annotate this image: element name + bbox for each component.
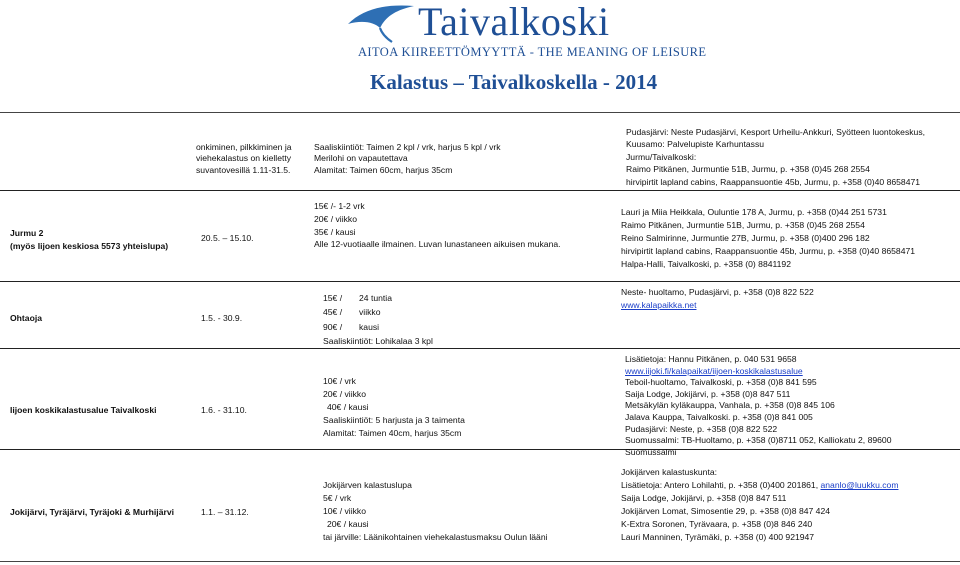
quota-line: Saaliskiintiöt: Lohikalaa 3 kpl xyxy=(323,336,433,347)
vendor-line: Saija Lodge, Jokijärvi, p. +358 (0)8 847 511 xyxy=(621,493,787,503)
quota-line: Saaliskiintiöt: 5 harjusta ja 3 taimenta xyxy=(323,414,465,425)
vendor-line: K-Extra Soronen, Tyrävaara, p. +358 (0)8 846 240 xyxy=(621,519,813,529)
size-limit-line: Alamitat: Taimen 40cm, harjus 35cm xyxy=(323,427,462,438)
note-line: viehekalastus on kielletty xyxy=(196,153,292,164)
table-row-3-dates: 1.6. - 31.10. xyxy=(201,405,247,415)
bird-logo-icon xyxy=(346,2,416,49)
email-link[interactable]: ananlo@luukku.com xyxy=(820,480,899,490)
price-line xyxy=(323,320,433,334)
table-row-2-dates: 1.5. - 30.9. xyxy=(201,313,243,323)
rule-line: Merilohi on vapautettava xyxy=(314,153,408,164)
table-row-3-prices xyxy=(323,375,465,440)
price-line: 20€ / viikko xyxy=(314,213,357,224)
table-row-4-name: Jokijärvi, Tyräjärvi, Tyräjoki & Murhijärvi xyxy=(10,507,174,517)
price-unit: 24 tuntia xyxy=(359,293,392,303)
table-row-2-name: Ohtaoja xyxy=(10,313,42,323)
table-row-1-prices xyxy=(314,200,561,251)
info-line: Jokijärven kalastuskunta: xyxy=(621,467,718,477)
price-line: 35€ / kausi xyxy=(314,226,356,237)
price-note: Alle 12-vuotiaalle ilmainen. Luvan lunastaneen aikuisen mukana. xyxy=(314,239,561,250)
table-row-4-dates: 1.1. – 31.12. xyxy=(201,507,249,517)
row-divider xyxy=(0,281,960,282)
vendor-line: Raimo Pitkänen, Jurmuntie 51B, Jurmu, p. +358 (0)45 268 2554 xyxy=(626,164,870,175)
vendor-line: hirvipirtit lapland cabins, Raappansuontie 45b, Jurmu, p. +358 (0)40 8658471 xyxy=(621,246,916,257)
rule-line: Saaliskiintiöt: Taimen 2 kpl / vrk, harjus 5 kpl / vrk xyxy=(314,142,501,152)
vendor-line: Teboil-huoltamo, Taivalkoski, p. +358 (0)8 841 595 xyxy=(625,377,817,388)
price-unit: viikko xyxy=(359,307,381,318)
contact-line xyxy=(621,479,898,492)
price-line xyxy=(323,291,433,305)
vendor-line: Halpa-Halli, Taivalkoski, p. +358 (0) 8841192 xyxy=(621,259,791,270)
vendor-line: Kuusamo: Palvelupiste Karhuntassu xyxy=(626,139,765,150)
vendor-line: Lauri Manninen, Tyrämäki, p. +358 (0) 400 921947 xyxy=(621,532,815,542)
vendor-line: Pudasjärvi: Neste, p. +358 (0)8 822 522 xyxy=(625,423,778,434)
price-line xyxy=(323,305,433,319)
row-divider xyxy=(0,348,960,349)
note-line: suvantovesillä 1.11-31.5. xyxy=(196,164,291,175)
price-amount: 15€ / xyxy=(323,293,343,303)
table-row-3-vendors xyxy=(625,354,891,458)
price-line: 20€ / viikko xyxy=(323,388,366,399)
logo-tagline: AITOA KIIREETTÖMYYTTÄ - THE MEANING OF LEISURE xyxy=(358,45,707,59)
table-bottom-border xyxy=(0,561,960,562)
vendor-line: Saija Lodge, Jokijärvi, p. +358 (0)8 847 511 xyxy=(625,388,791,399)
area-name: Jurmu 2 xyxy=(10,228,44,238)
vendor-line: Jalava Kauppa, Taivalkoski. p. +358 (0)8 841 005 xyxy=(625,411,813,422)
page-title: Kalastus – Taivalkoskella - 2014 xyxy=(370,70,658,94)
price-line: 15€ /- 1-2 vrk xyxy=(314,201,365,211)
table-row-0-left-note xyxy=(196,142,292,176)
price-line: 5€ / vrk xyxy=(323,493,352,503)
price-amount: 90€ / xyxy=(323,321,343,332)
vendor-line: Reino Salmirinne, Jurmuntie 27B, Jurmu, p. +358 (0)400 296 182 xyxy=(621,233,870,244)
fee-note: tai järville: Läänikohtainen viehekalastusmaksu Oulun lääni xyxy=(323,532,548,542)
table-row-0-vendors xyxy=(626,126,925,188)
table-row-4-prices xyxy=(323,479,548,544)
table-top-border xyxy=(0,112,960,113)
info-line: Lisätietoja: Hannu Pitkänen, p. 040 531 9658 xyxy=(625,354,797,364)
table-row-2-vendors xyxy=(621,286,814,312)
table-row-1-name xyxy=(10,227,168,253)
vendor-line: Jokijärven Lomat, Simosentie 29, p. +358 (0)8 847 424 xyxy=(621,506,831,516)
price-amount: 45€ / xyxy=(323,307,343,318)
price-unit: kausi xyxy=(359,321,380,332)
vendor-line: Jurmu/Taivalkoski: xyxy=(626,151,697,162)
kalapaikka-link[interactable]: www.kalapaikka.net xyxy=(621,300,697,310)
vendor-line: Lauri ja Miia Heikkala, Ouluntie 178 A, Jurmu, p. +358 (0)44 251 5731 xyxy=(621,207,887,217)
rule-line: Alamitat: Taimen 60cm, harjus 35cm xyxy=(314,164,453,175)
vendor-line: Metsäkylän kyläkauppa, Vanhala, p. +358 (0)8 845 106 xyxy=(625,400,835,411)
price-line: 10€ / vrk xyxy=(323,376,356,386)
price-line: 20€ / kausi xyxy=(327,519,369,529)
price-line: 40€ / kausi xyxy=(327,401,369,412)
price-line: 10€ / viikko xyxy=(323,506,366,516)
logo-wordmark: Taivalkoski xyxy=(418,0,610,44)
iijoki-link[interactable]: www.iijoki.fi/kalapaikat/iijoen-koskikalastusalue xyxy=(625,365,803,376)
vendor-line: Suomussalmi: TB-Huoltamo, p. +358 (0)8711 052, Kalliokatu 2, 89600 xyxy=(625,435,892,446)
vendor-line: hirvipirtit lapland cabins, Raappansuontie 45b, Jurmu, p. +358 (0)40 8658471 xyxy=(626,176,921,187)
table-row-3-name: Iijoen koskikalastusalue Taivalkoski xyxy=(10,405,157,415)
permit-title: Jokijärven kalastuslupa xyxy=(323,480,412,490)
vendor-line: Neste- huoltamo, Pudasjärvi, p. +358 (0)8 822 522 xyxy=(621,287,814,297)
table-row-0-rules xyxy=(314,142,501,176)
table-row-1-dates: 20.5. – 15.10. xyxy=(201,233,254,243)
table-row-1-vendors xyxy=(621,206,915,271)
vendor-line: Pudasjärvi: Neste Pudasjärvi, Kesport Urheilu-Ankkuri, Syötteen luontokeskus, xyxy=(626,127,926,137)
table-row-4-vendors xyxy=(621,466,898,544)
table-row-2-prices xyxy=(323,291,433,349)
row-divider xyxy=(0,190,960,191)
vendor-line: Raimo Pitkänen, Jurmuntie 51B, Jurmu, p. +358 (0)45 268 2554 xyxy=(621,220,865,231)
note-line: onkiminen, pilkkiminen ja xyxy=(196,142,292,152)
contact-text: Lisätietoja: Antero Lohilahti, p. +358 (0)400 201861, xyxy=(621,480,821,490)
vendor-line: Suomussalmi xyxy=(625,446,677,457)
area-subname: (myös Iijoen keskiosa 5573 yhteislupa) xyxy=(10,241,169,251)
